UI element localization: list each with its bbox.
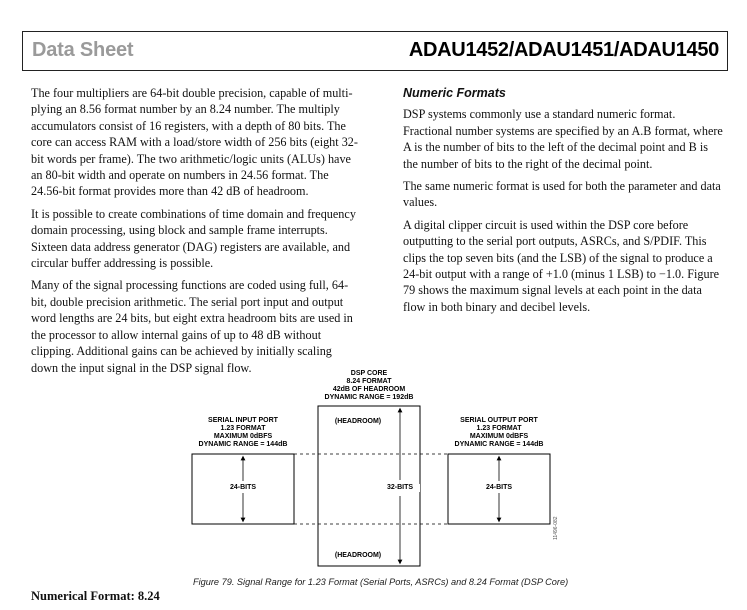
- header-section-title: Data Sheet: [32, 39, 134, 61]
- figure-caption: Figure 79. Signal Range for 1.23 Format (Serial Ports, ASRCs) and 8.24 Format (DSP Core): [193, 577, 569, 587]
- paragraph: The same numeric format is used for both the parameter and data values.: [403, 179, 721, 210]
- figure-id: 11496-082: [553, 516, 559, 540]
- page-header: [22, 31, 728, 71]
- core-bits-label: 32-BITS: [380, 484, 420, 492]
- paragraph: Many of the signal processing functions are coded using full, 64-bit, double precision arithmetic. The serial port input and output word lengths are 24 bits, but eight extra headroom bits are used in the processor to allow internal gains of up to 48 dB without clipping. Additional gains can be achieved by initially scaling down the input signal in the DSP signal flow.: [31, 278, 353, 375]
- paragraph: A digital clipper circuit is used within the DSP core before outputting to the serial port outputs, ASRCs, and S/PDIF. This clips the top seven bits (and the LSB) of the signal to produce a 24-bit output with a range of +1.0 (minus 1 LSB) to −1.0. Figure 79 shows the maximum signal levels at each point in the data flow in both binary and decibel levels.: [403, 217, 720, 314]
- paragraph: It is possible to create combinations of time domain and frequency domain processing, using block and sample frame interrupts. Sixteen data address generator (DAG) registers are available, and circular buffer addressing is possible.: [31, 206, 356, 271]
- section-title: Numeric Formats: [403, 86, 506, 100]
- header-part-numbers: ADAU1452/ADAU1451/ADAU1450: [408, 39, 719, 61]
- left-column: [31, 85, 361, 382]
- signal-range-diagram: [180, 368, 580, 573]
- subheading: Numerical Format: 8.24: [31, 589, 160, 603]
- input-bits-label: 24-BITS: [218, 484, 268, 492]
- paragraph: The four multipliers are 64-bit double precision, capable of multi-plying an 8.56 format number by an 8.24 number. The multiply accumulators consist of 16 registers, with a depth of 80 bits. The core can access RAM with a load/store width of 256 bits (eight 32-bit words per frame). The two arithmetic/logic units (ALUs) have an 80-bit width and operate on numbers in 24.56 format. The 24.56-bit format provides more than 42 dB of headroom.: [31, 86, 358, 199]
- headroom-bottom-label: (HEADROOM): [334, 552, 382, 559]
- dsp-core-label: DSP CORE 8.24 FORMAT 42dB OF HEADROOM DYNAMIC RANGE = 192dB: [324, 370, 414, 401]
- right-column: [403, 85, 725, 321]
- output-port-label: SERIAL OUTPUT PORT 1.23 FORMAT MAXIMUM 0dBFS DYNAMIC RANGE = 144dB: [454, 417, 544, 448]
- headroom-top-label: (HEADROOM): [334, 418, 382, 425]
- paragraph: DSP systems commonly use a standard numeric format. Fractional number systems are specified by an A.B format, where A is the number of bits to the left of the decimal point and B is the number of bits to the right of the decimal point.: [403, 107, 723, 171]
- output-bits-label: 24-BITS: [474, 484, 524, 492]
- input-port-label: SERIAL INPUT PORT 1.23 FORMAT MAXIMUM 0dBFS DYNAMIC RANGE = 144dB: [198, 417, 288, 448]
